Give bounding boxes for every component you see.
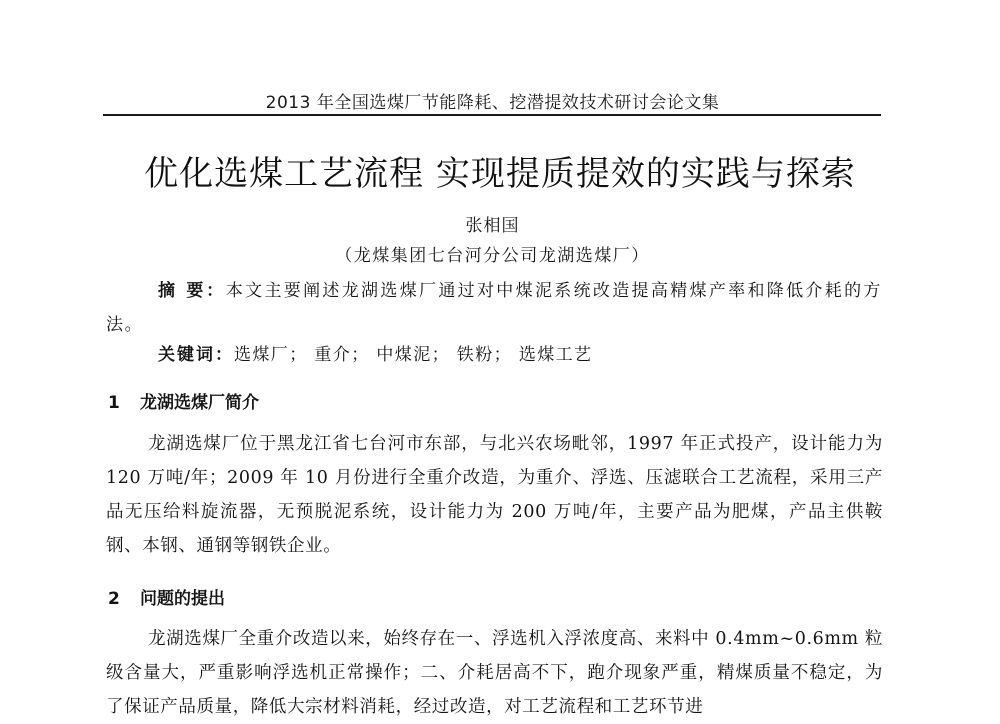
section-1-paragraph: 龙湖选煤厂位于黑龙江省七台河市东部，与北兴农场毗邻，1997 年正式投产，设计能力为 120 万吨/年；2009 年 10 月份进行全重介改造，为重介、浮选、压滤联合工艺流程，采用三产品无压给料旋流器，无预脱泥系统，设计能力为 200 万吨/年，主要产品为肥煤，产品主供鞍钢、本钢、通钢等钢铁企业。 — [106, 434, 883, 556]
section-heading-2 — [108, 584, 808, 609]
keywords — [158, 340, 878, 365]
section-heading-1 — [108, 388, 808, 413]
section-number-1: 1 — [108, 393, 120, 413]
keywords-text: 选煤厂； 重介； 中煤泥； 铁粉； 选煤工艺 — [234, 345, 593, 365]
abstract-text: 本文主要阐述龙湖选煤厂通过对中煤泥系统改造提高精煤产率和降低介耗的方法。 — [106, 281, 882, 335]
abstract-label: 摘 要： — [158, 281, 226, 301]
section-title-1: 龙湖选煤厂简介 — [140, 393, 259, 413]
section-title-2: 问题的提出 — [140, 589, 225, 609]
author-name: 张相国 — [465, 216, 520, 236]
running-header: 2013 年全国选煤厂节能降耗、挖潜提效技术研讨会论文集 — [265, 93, 720, 113]
section-2-paragraph: 龙湖选煤厂全重介改造以来，始终存在一、浮选机入浮浓度高、来料中 0.4mm~0.6mm 粒级含量大，严重影响浮选机正常操作；二、介耗居高不下，跑介现象严重，精煤质量不稳定，为了保证产品质量，降低大宗材料消耗，经过改造，对工艺流程和工艺环节进 — [106, 629, 883, 717]
header-rule — [103, 114, 881, 116]
section-number-2: 2 — [108, 589, 120, 609]
keywords-label: 关键词： — [158, 345, 234, 365]
abstract — [106, 274, 882, 342]
paper-title: 优化选煤工艺流程 实现提质提效的实践与探索 — [144, 154, 856, 194]
author-affiliation: （龙煤集团七台河分公司龙湖选煤厂） — [335, 246, 650, 266]
